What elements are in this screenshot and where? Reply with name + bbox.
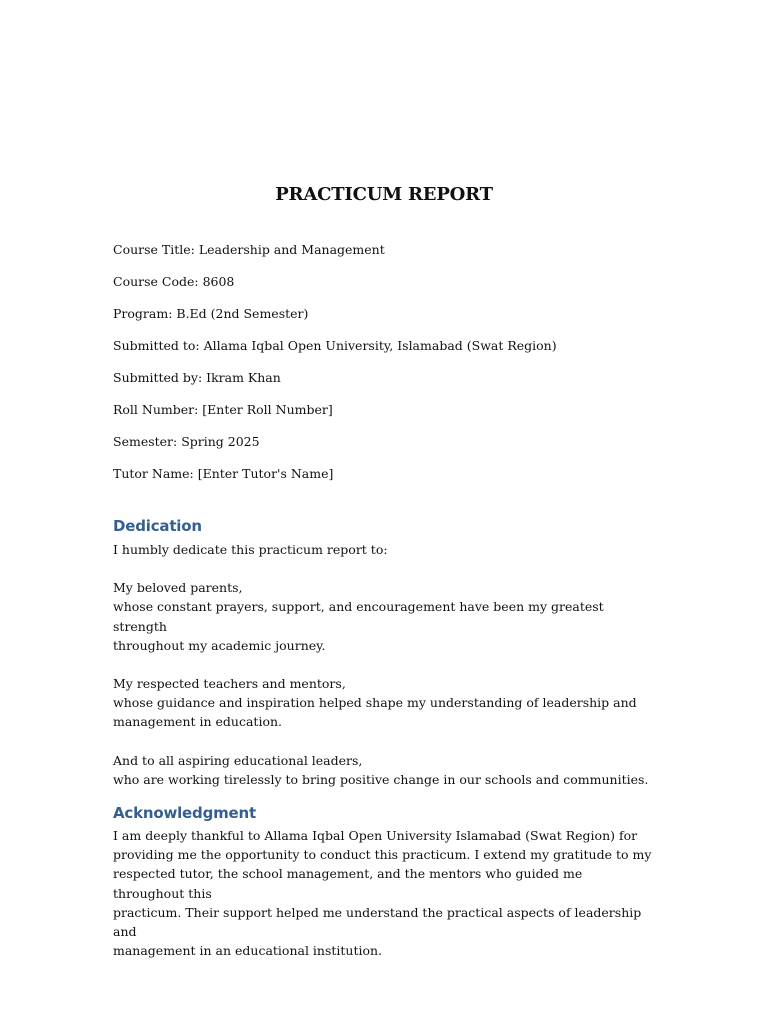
- paragraph-gap: [113, 559, 653, 578]
- dedication-parents-line-2: whose constant prayers, support, and encouragement have been my greatest strength: [113, 599, 604, 634]
- acknowledgment-line: providing me the opportunity to conduct this practicum. I extend my gratitude to my: [113, 847, 652, 863]
- meta-roll-number: Roll Number: [Enter Roll Number]: [113, 402, 333, 417]
- dedication-heading: Dedication: [113, 517, 202, 535]
- acknowledgment-line: management in an educational institution.: [113, 943, 383, 959]
- acknowledgment-line: respected tutor, the school management, and the mentors who guided me throughout this: [113, 866, 583, 901]
- dedication-body: [113, 540, 653, 789]
- document-title: PRACTICUM REPORT: [275, 184, 493, 205]
- acknowledgment-body: [113, 826, 653, 960]
- acknowledgment-line: I am deeply thankful to Allama Iqbal Open University Islamabad (Swat Region) for: [113, 828, 638, 843]
- dedication-teachers-line-1: My respected teachers and mentors,: [113, 676, 346, 692]
- meta-tutor-name: Tutor Name: [Enter Tutor's Name]: [113, 466, 334, 481]
- dedication-intro: I humbly dedicate this practicum report to:: [113, 542, 388, 557]
- meta-course-title: Course Title: Leadership and Management: [113, 242, 385, 257]
- meta-program: Program: B.Ed (2nd Semester): [113, 306, 309, 321]
- acknowledgment-line: practicum. Their support helped me understand the practical aspects of leadership and: [113, 904, 642, 940]
- dedication-parents-line-1: My beloved parents,: [113, 580, 243, 596]
- paragraph-gap: [113, 732, 653, 751]
- meta-submitted-by: Submitted by: Ikram Khan: [113, 370, 281, 385]
- meta-submitted-to: Submitted to: Allama Iqbal Open University, Islamabad (Swat Region): [113, 338, 557, 353]
- report-meta-list: [113, 240, 673, 496]
- dedication-teachers-line-3: management in education.: [113, 714, 283, 730]
- paragraph-gap: [113, 655, 653, 674]
- dedication-parents-line-3: throughout my academic journey.: [113, 637, 326, 653]
- meta-semester: Semester: Spring 2025: [113, 434, 260, 449]
- dedication-teachers-line-2: whose guidance and inspiration helped shape my understanding of leadership and: [113, 695, 637, 711]
- meta-course-code: Course Code: 8608: [113, 274, 235, 289]
- acknowledgment-heading: Acknowledgment: [113, 804, 256, 822]
- dedication-leaders-line-1: And to all aspiring educational leaders,: [113, 752, 363, 768]
- dedication-leaders-line-2: who are working tirelessly to bring positive change in our schools and communities.: [113, 771, 649, 787]
